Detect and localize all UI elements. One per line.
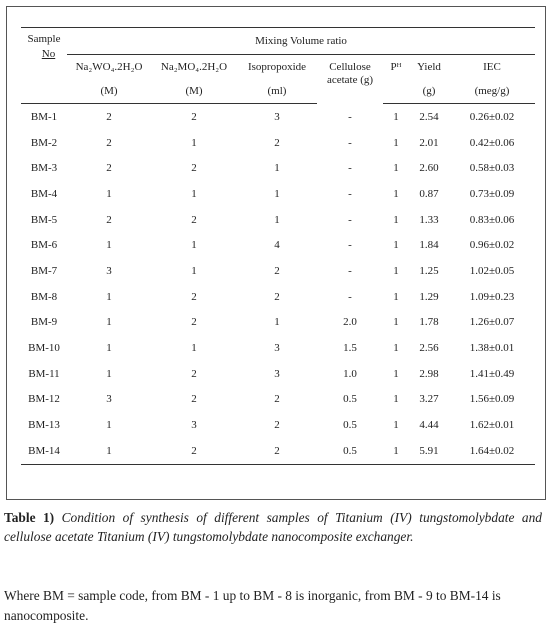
- header-sample-line1: Sample: [27, 33, 61, 45]
- cell-yield: 2.56: [419, 342, 439, 355]
- cell-na2wo4: 3: [106, 264, 112, 277]
- table-row: [21, 284, 535, 310]
- cell-ph: 1: [393, 264, 399, 277]
- cell-ph: 1: [393, 342, 399, 355]
- cell-ph: 1: [393, 393, 399, 406]
- cell-iec: 1.64±0.02: [449, 438, 535, 464]
- table-body: [21, 104, 535, 465]
- header-iec: IEC: [449, 55, 535, 80]
- cell-iec: 1.09±0.23: [469, 290, 515, 303]
- header-isopropoxide: Isopropoxide: [237, 55, 317, 80]
- cell-sample-no: BM-8: [30, 290, 58, 303]
- cell-iec: 1.62±0.01: [469, 419, 515, 432]
- cell-ph: 1: [393, 136, 399, 149]
- cell-na2wo4: 1: [106, 342, 112, 355]
- cell-sample-no: BM-9: [30, 316, 58, 329]
- cell-cellulose-acetate: 0.5: [317, 438, 383, 464]
- caption-text: Condition of synthesis of different samples of Titanium (IV) tungstomolybdate and cellulose acetate Titanium (IV) tungstomolybdate nanocomposite exchanger.: [4, 510, 542, 544]
- caption-label: Table 1): [4, 510, 55, 525]
- header-cellulose-line1: Cellulose: [329, 61, 371, 73]
- cell-na2moo4: 1: [191, 264, 197, 277]
- table-row: [21, 438, 535, 464]
- cell-isopropoxide: 2: [274, 419, 280, 432]
- cell-na2wo4: 1: [106, 316, 112, 329]
- cell-isopropoxide: 2: [274, 393, 280, 406]
- header-na2moo4: Na₂MO₄.2H₂O: [151, 55, 237, 80]
- cell-cellulose-acetate: 0.5: [343, 419, 357, 432]
- cell-yield: 4.44: [419, 419, 439, 432]
- cell-ph: 1: [393, 162, 399, 175]
- cell-na2wo4: 3: [106, 393, 112, 406]
- cell-yield: 1.78: [419, 316, 439, 329]
- cell-iec: 0.73±0.09: [469, 187, 515, 200]
- cell-ph: 1: [393, 290, 399, 303]
- cell-iec: 1.38±0.01: [469, 342, 515, 355]
- cell-cellulose-acetate: -: [348, 290, 352, 303]
- unit-na2moo4: (M): [151, 79, 237, 104]
- cell-na2moo4: 2: [191, 367, 197, 380]
- cell-na2moo4: 1: [191, 239, 197, 252]
- header-cellulose-line2: acetate (g): [326, 74, 374, 86]
- header-sample: [21, 28, 67, 80]
- table-row: [21, 130, 535, 156]
- cell-ph: 1: [393, 110, 399, 123]
- cell-cellulose-acetate: 1.0: [343, 367, 357, 380]
- table-row: [21, 361, 535, 387]
- cell-ph: 1: [393, 367, 399, 380]
- cell-ph: 1: [393, 187, 399, 200]
- cell-sample-no: BM-10: [28, 342, 60, 355]
- unit-na2wo4: (M): [67, 79, 151, 104]
- table-row: [21, 412, 535, 438]
- cell-yield: 1.29: [419, 290, 439, 303]
- cell-sample-no: BM-11: [28, 367, 60, 380]
- cell-yield: 2.01: [419, 136, 439, 149]
- cell-sample-no: BM-4: [30, 187, 58, 200]
- cell-iec: 0.58±0.03: [469, 162, 515, 175]
- cell-ph: 1: [393, 213, 399, 226]
- cell-iec: 0.83±0.06: [469, 213, 515, 226]
- cell-na2moo4: 2: [191, 393, 197, 406]
- table-row: [21, 310, 535, 336]
- cell-isopropoxide: 2: [274, 136, 280, 149]
- cell-iec: 0.96±0.02: [469, 239, 515, 252]
- table-row: [21, 207, 535, 233]
- cell-sample-no: BM-1: [30, 110, 58, 123]
- header-cellulose-acetate: [317, 55, 383, 104]
- cell-iec: 1.56±0.09: [469, 393, 515, 406]
- cell-cellulose-acetate: -: [348, 162, 352, 175]
- cell-yield: 0.87: [419, 187, 439, 200]
- cell-cellulose-acetate: -: [348, 239, 352, 252]
- cell-cellulose-acetate: -: [348, 110, 352, 123]
- cell-na2moo4: 2: [191, 110, 197, 123]
- cell-sample-no: BM-5: [30, 213, 58, 226]
- cell-yield: 5.91: [409, 438, 449, 464]
- table-row: [21, 258, 535, 284]
- table-row: [21, 232, 535, 258]
- table-row: [21, 104, 535, 130]
- cell-na2moo4: 2: [151, 438, 237, 464]
- cell-isopropoxide: 3: [274, 110, 280, 123]
- cell-na2moo4: 2: [191, 316, 197, 329]
- cell-isopropoxide: 1: [274, 187, 280, 200]
- cell-sample-no: BM-6: [30, 239, 58, 252]
- cell-iec: 0.26±0.02: [469, 110, 515, 123]
- synthesis-table: [21, 27, 535, 465]
- table-row: [21, 387, 535, 413]
- cell-cellulose-acetate: -: [348, 213, 352, 226]
- cell-cellulose-acetate: 0.5: [343, 393, 357, 406]
- cell-ph: 1: [393, 316, 399, 329]
- cell-na2wo4: 1: [106, 239, 112, 252]
- cell-na2wo4: 1: [106, 187, 112, 200]
- cell-isopropoxide: 2: [274, 290, 280, 303]
- cell-yield: 3.27: [419, 393, 439, 406]
- cell-na2wo4: 1: [106, 419, 112, 432]
- cell-iec: 1.41±0.49: [469, 367, 515, 380]
- unit-ph-spacer: [383, 79, 409, 104]
- table-row: [21, 155, 535, 181]
- cell-isopropoxide: 2: [274, 264, 280, 277]
- cell-na2wo4: 1: [67, 438, 151, 464]
- table-row: [21, 181, 535, 207]
- cell-isopropoxide: 4: [274, 239, 280, 252]
- cell-sample-no: BM-2: [30, 136, 58, 149]
- cell-na2moo4: 1: [191, 187, 197, 200]
- cell-cellulose-acetate: 1.5: [343, 342, 357, 355]
- cell-ph: 1: [383, 438, 409, 464]
- cell-ph: 1: [393, 239, 399, 252]
- cell-ph: 1: [393, 419, 399, 432]
- table-row: [21, 335, 535, 361]
- header-sample-line2: No: [41, 48, 56, 60]
- cell-na2wo4: 1: [106, 367, 112, 380]
- header-mixing-volume-ratio: Mixing Volume ratio: [67, 28, 535, 55]
- unit-isopropoxide: (ml): [237, 79, 317, 104]
- cell-na2wo4: 2: [106, 136, 112, 149]
- cell-na2moo4: 2: [191, 213, 197, 226]
- cell-cellulose-acetate: 2.0: [343, 316, 357, 329]
- unit-iec: (meg/g): [449, 79, 535, 104]
- table-caption: [4, 508, 542, 546]
- table-frame: [6, 6, 546, 500]
- cell-sample-no: BM-3: [30, 162, 58, 175]
- table-note: Where BM = sample code, from BM - 1 up to BM - 8 is inorganic, from BM - 9 to BM-14 is nanocomposite.: [4, 588, 501, 623]
- cell-na2moo4: 2: [191, 290, 197, 303]
- cell-isopropoxide: 3: [274, 367, 280, 380]
- cell-yield: 2.54: [419, 110, 439, 123]
- cell-iec: 0.42±0.06: [469, 136, 515, 149]
- cell-na2moo4: 1: [191, 136, 197, 149]
- header-na2wo4: Na₂WO₄.2H₂O: [67, 55, 151, 80]
- cell-iec: 1.26±0.07: [469, 316, 515, 329]
- cell-sample-no: BM-12: [28, 393, 60, 406]
- cell-sample-no: BM-14: [21, 438, 67, 464]
- table-header: [21, 28, 535, 104]
- header-yield: Yield: [409, 55, 449, 80]
- cell-na2wo4: 2: [106, 213, 112, 226]
- header-sample-spacer: [21, 79, 67, 104]
- cell-iec: 1.02±0.05: [469, 264, 515, 277]
- cell-na2moo4: 3: [191, 419, 197, 432]
- cell-isopropoxide: 1: [274, 213, 280, 226]
- cell-yield: 1.84: [419, 239, 439, 252]
- cell-na2moo4: 1: [191, 342, 197, 355]
- cell-na2wo4: 2: [106, 162, 112, 175]
- header-ph: Pᴴ: [383, 55, 409, 80]
- cell-isopropoxide: 2: [237, 438, 317, 464]
- cell-yield: 1.25: [419, 264, 439, 277]
- cell-yield: 2.60: [419, 162, 439, 175]
- cell-yield: 2.98: [419, 367, 439, 380]
- cell-isopropoxide: 3: [274, 342, 280, 355]
- cell-isopropoxide: 1: [274, 316, 280, 329]
- cell-na2wo4: 1: [106, 290, 112, 303]
- cell-na2wo4: 2: [106, 110, 112, 123]
- cell-yield: 1.33: [419, 213, 439, 226]
- cell-cellulose-acetate: -: [348, 136, 352, 149]
- cell-cellulose-acetate: -: [348, 187, 352, 200]
- cell-cellulose-acetate: -: [348, 264, 352, 277]
- cell-sample-no: BM-13: [28, 419, 60, 432]
- cell-sample-no: BM-7: [30, 264, 58, 277]
- cell-na2moo4: 2: [191, 162, 197, 175]
- unit-yield: (g): [409, 79, 449, 104]
- cell-isopropoxide: 1: [274, 162, 280, 175]
